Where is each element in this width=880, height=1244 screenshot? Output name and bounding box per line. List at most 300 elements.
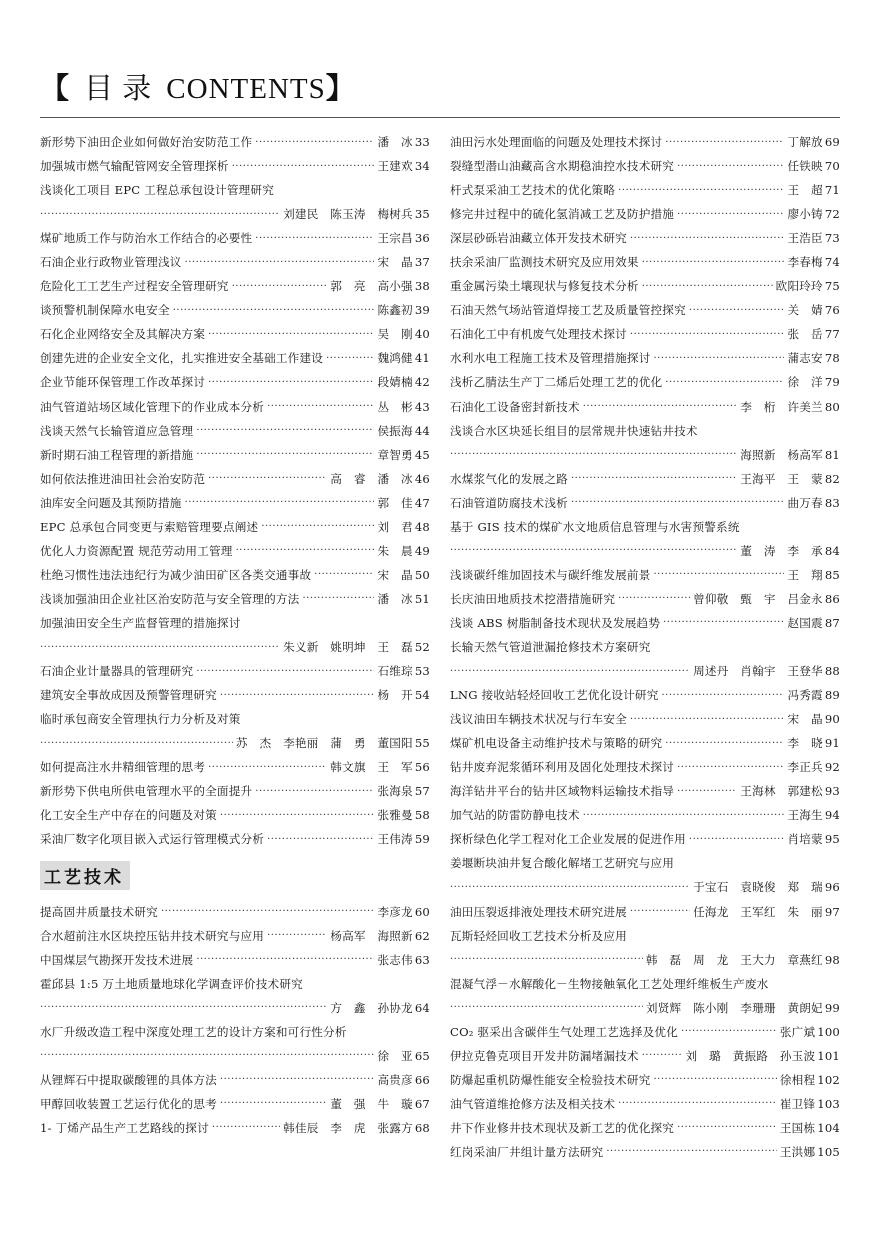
entry-authors: 潘 冰	[377, 135, 413, 150]
toc-entry[interactable]	[450, 178, 840, 202]
entry-title: 加强油田安全生产监督管理的措施探讨	[40, 615, 241, 630]
entry-page-number: 96	[824, 880, 840, 895]
dot-leader	[689, 305, 785, 316]
section-title: 工艺技术	[40, 861, 130, 890]
dot-leader	[681, 1026, 777, 1037]
toc-entry[interactable]	[40, 563, 430, 587]
entry-title: 杆式泵采油工艺技术的优化策略	[450, 183, 616, 198]
toc-entry[interactable]	[450, 130, 840, 154]
dot-leader	[665, 137, 784, 148]
entry-title: 建筑安全事故成因及预警管理研究	[40, 688, 217, 703]
dot-leader	[40, 738, 233, 749]
entry-authors: 魏鸿健	[377, 351, 413, 366]
entry-title: 企业节能环保管理工作改革探讨	[40, 375, 206, 390]
entry-title: 海洋钻井平台的钻井区域物料运输技术指导	[450, 784, 675, 799]
entry-title: 1- 丁烯产品生产工艺路线的探讨	[40, 1120, 209, 1135]
toc-entry[interactable]	[40, 274, 430, 298]
entry-page-number: 48	[414, 519, 430, 534]
toc-entry[interactable]	[450, 226, 840, 250]
entry-authors: 徐 亚	[377, 1048, 413, 1063]
entry-title: 杜绝习惯性违法违纪行为减少油田矿区各类交通事故	[40, 567, 312, 582]
entry-authors: 刘 君	[377, 519, 413, 534]
toc-entry[interactable]	[40, 1116, 430, 1140]
toc-entry[interactable]	[450, 563, 840, 587]
toc-entry[interactable]	[40, 659, 430, 683]
entry-title: 石油天然气场站管道焊接工艺及质量管控探究	[450, 303, 686, 318]
entry-title: 姜堰断块油井复合酸化解堵工艺研究与应用	[450, 856, 675, 871]
entry-page-number: 50	[414, 567, 430, 582]
entry-page-number: 93	[824, 784, 840, 799]
entry-authors: 吴 刚	[377, 327, 413, 342]
entry-authors: 王浩臣	[787, 231, 823, 246]
entry-authors: 王伟涛	[377, 832, 413, 847]
entry-page-number: 46	[414, 471, 430, 486]
dot-leader	[665, 377, 784, 388]
toc-entry[interactable]	[450, 298, 840, 322]
entry-page-number: 101	[817, 1048, 840, 1063]
entry-title: 水煤浆气化的发展之路	[450, 471, 568, 486]
entry-authors: 王海生	[787, 808, 823, 823]
entry-authors: 肖培蒙	[787, 832, 823, 847]
toc-entry[interactable]	[450, 346, 840, 370]
toc-entry[interactable]	[450, 419, 840, 443]
dot-leader	[583, 401, 738, 412]
entry-title: 创建先进的企业安全文化，扎实推进安全基础工作建设	[40, 351, 324, 366]
toc-entry[interactable]	[450, 467, 840, 491]
entry-page-number: 56	[414, 760, 430, 775]
toc-entry[interactable]	[450, 491, 840, 515]
toc-entry[interactable]	[450, 1044, 840, 1068]
entry-title: 加气站的防雷防静电技术	[450, 808, 580, 823]
entry-title: LNG 接收站轻烃回收工艺优化设计研究	[450, 688, 659, 703]
toc-entry[interactable]	[450, 154, 840, 178]
dot-leader	[642, 257, 785, 268]
dot-leader	[40, 209, 280, 220]
toc-entry[interactable]	[40, 298, 430, 322]
dot-leader	[302, 593, 374, 604]
entry-authors: 李 桁 许美兰	[740, 399, 823, 414]
toc-entry[interactable]	[450, 972, 840, 996]
toc-entry[interactable]	[450, 1140, 840, 1164]
dot-leader	[220, 810, 375, 821]
toc-entry[interactable]	[450, 611, 840, 635]
toc-entry[interactable]	[40, 707, 430, 731]
toc-entry[interactable]	[450, 851, 840, 875]
toc-entry[interactable]	[40, 226, 430, 250]
entry-page-number: 55	[414, 736, 430, 751]
entry-page-number: 85	[824, 567, 840, 582]
toc-entry[interactable]	[40, 467, 430, 491]
toc-entry[interactable]	[450, 395, 840, 419]
entry-title: 危险化工工艺生产过程安全管理研究	[40, 279, 229, 294]
entry-title: 石油管道防腐技术浅析	[450, 495, 568, 510]
dot-leader	[450, 1002, 643, 1013]
entry-authors: 徐相程	[779, 1072, 816, 1087]
entry-authors: 王国栋	[779, 1120, 816, 1135]
entry-authors: 韩佳辰 李 虎 张露方	[283, 1120, 413, 1135]
entry-page-number: 105	[817, 1144, 840, 1159]
toc-right-column	[450, 130, 840, 1164]
entry-title: 修完井过程中的硫化氢消减工艺及防护措施	[450, 207, 675, 222]
entry-authors: 王宗昌	[377, 231, 413, 246]
entry-authors: 韩 磊 周 龙 王大力 章燕红	[645, 952, 823, 967]
entry-title: 防爆起重机防爆性能安全检验技术研究	[450, 1072, 651, 1087]
toc-entry[interactable]	[450, 683, 840, 707]
entry-title: 长庆油田地质技术挖潜措施研究	[450, 591, 616, 606]
toc-entry[interactable]	[40, 683, 430, 707]
dot-leader	[662, 690, 785, 701]
entry-page-number: 54	[414, 688, 430, 703]
dot-leader	[677, 209, 784, 220]
entry-authors: 王洪娜	[779, 1144, 816, 1159]
entry-authors: 段婧楠	[377, 375, 413, 390]
dot-leader	[40, 1050, 374, 1061]
toc-entry[interactable]	[40, 202, 430, 226]
entry-title: 油库安全问题及其预防措施	[40, 495, 182, 510]
dot-leader	[618, 185, 784, 196]
entry-page-number: 75	[824, 279, 840, 294]
toc-entry[interactable]	[40, 178, 430, 202]
entry-authors: 任海龙 王军红 朱 丽	[693, 904, 823, 919]
entry-title: 石油企业计量器具的管理研究	[40, 664, 194, 679]
entry-page-number: 74	[824, 255, 840, 270]
dot-leader	[571, 473, 737, 484]
entry-title: 采油厂数字化项目嵌入式运行管理模式分析	[40, 832, 265, 847]
dot-leader	[642, 1050, 683, 1061]
dot-leader	[630, 714, 785, 725]
toc-entry[interactable]	[40, 515, 430, 539]
entry-title: 加强城市燃气输配管网安全管理探析	[40, 159, 229, 174]
entry-authors: 张海泉	[377, 784, 413, 799]
toc-entry[interactable]	[40, 755, 430, 779]
dot-leader	[314, 569, 374, 580]
toc-entry[interactable]	[40, 587, 430, 611]
toc-entry[interactable]	[40, 827, 430, 851]
entry-authors: 李彦龙	[377, 904, 413, 919]
entry-page-number: 45	[414, 447, 430, 462]
toc-entry[interactable]	[40, 1044, 430, 1068]
toc-entry[interactable]	[450, 659, 840, 683]
entry-authors: 石维琮	[377, 664, 413, 679]
entry-title: 浅议油田车辆技术状况与行车安全	[450, 712, 627, 727]
toc-entry[interactable]	[450, 875, 840, 899]
entry-authors: 刘贤辉 陈小刚 李珊珊 黄朗妃	[645, 1000, 823, 1015]
toc-entry[interactable]	[40, 1068, 430, 1092]
entry-title: 提高固井质量技术研究	[40, 904, 158, 919]
toc-entry[interactable]	[40, 346, 430, 370]
entry-authors: 宋 晶	[377, 255, 413, 270]
toc-entry[interactable]	[450, 202, 840, 226]
header-rule	[40, 117, 840, 118]
header-open-bracket: 【	[40, 71, 71, 105]
toc-entry[interactable]	[40, 539, 430, 563]
dot-leader	[630, 233, 785, 244]
entry-page-number: 68	[414, 1120, 430, 1135]
dot-leader	[618, 1098, 777, 1109]
entry-authors: 韩文旗 王 军	[330, 760, 413, 775]
toc-entry[interactable]	[40, 130, 430, 154]
toc-entry[interactable]	[450, 924, 840, 948]
toc-entry[interactable]	[40, 322, 430, 346]
entry-page-number: 66	[414, 1072, 430, 1087]
entry-authors: 章智勇	[377, 447, 413, 462]
dot-leader	[196, 449, 374, 460]
toc-entry[interactable]	[450, 635, 840, 659]
entry-title: 如何依法推进油田社会治安防范	[40, 471, 206, 486]
entry-authors: 任铁映	[787, 159, 823, 174]
entry-title: 裂缝型潜山油藏高含水期稳油控水技术研究	[450, 159, 675, 174]
toc-entry[interactable]	[40, 1092, 430, 1116]
toc-entry[interactable]	[40, 996, 430, 1020]
dot-leader	[173, 305, 375, 316]
toc-entry[interactable]	[40, 419, 430, 443]
entry-authors: 宋 晶	[787, 712, 823, 727]
toc-entry[interactable]	[450, 539, 840, 563]
dot-leader	[571, 497, 785, 508]
toc-entry[interactable]	[450, 250, 840, 274]
toc-entry[interactable]	[450, 827, 840, 851]
dot-leader	[654, 569, 785, 580]
entry-page-number: 90	[824, 712, 840, 727]
toc-entry[interactable]	[40, 948, 430, 972]
entry-authors: 刘建民 陈玉涛 梅树兵	[283, 207, 413, 222]
entry-page-number: 79	[824, 375, 840, 390]
dot-leader	[326, 353, 374, 364]
toc-entry[interactable]	[450, 948, 840, 972]
entry-authors: 董 强 牛 璇	[330, 1096, 413, 1111]
entry-authors: 郭 佳	[377, 495, 413, 510]
entry-page-number: 58	[414, 808, 430, 823]
dot-leader	[677, 161, 784, 172]
toc-left-column	[40, 130, 430, 1140]
dot-leader	[232, 161, 375, 172]
dot-leader	[677, 786, 737, 797]
entry-title: 浅谈化工项目 EPC 工程总承包设计管理研究	[40, 183, 275, 198]
dot-leader	[642, 281, 773, 292]
entry-title: 中国煤层气勘探开发技术进展	[40, 952, 194, 967]
dot-leader	[236, 545, 375, 556]
toc-entry[interactable]	[450, 1116, 840, 1140]
entry-page-number: 82	[824, 471, 840, 486]
entry-title: 浅谈加强油田企业社区治安防范与安全管理的方法	[40, 591, 300, 606]
entry-title: 油气管道维抢修方法及相关技术	[450, 1096, 616, 1111]
toc-entry[interactable]	[40, 250, 430, 274]
entry-page-number: 65	[414, 1048, 430, 1063]
dot-leader	[267, 930, 327, 941]
entry-page-number: 94	[824, 808, 840, 823]
dot-leader	[220, 1074, 375, 1085]
entry-page-number: 77	[824, 327, 840, 342]
toc-entry[interactable]	[450, 731, 840, 755]
dot-leader	[255, 233, 374, 244]
entry-title: 优化人力资源配置 规范劳动用工管理	[40, 543, 233, 558]
entry-authors: 欧阳玲玲	[775, 279, 823, 294]
dot-leader	[677, 762, 784, 773]
entry-page-number: 80	[824, 399, 840, 414]
entry-page-number: 92	[824, 760, 840, 775]
entry-authors: 于宝石 袁晓俊 郑 瑞	[693, 880, 823, 895]
toc-entry[interactable]	[40, 803, 430, 827]
toc-entry[interactable]	[450, 996, 840, 1020]
header-close-bracket: 】	[325, 71, 356, 105]
dot-leader	[208, 377, 374, 388]
toc-entry[interactable]	[40, 972, 430, 996]
entry-authors: 侯振海	[377, 423, 413, 438]
entry-authors: 高贵彦	[377, 1072, 413, 1087]
entry-title: 伊拉克鲁克项目开发井防漏堵漏技术	[450, 1048, 639, 1063]
toc-entry[interactable]	[450, 274, 840, 298]
entry-title: 浅谈合水区块延长组目的层常规井快速钻井技术	[450, 423, 698, 438]
entry-authors: 杨 开	[377, 688, 413, 703]
entry-authors: 王建欢	[377, 159, 413, 174]
entry-title: 浅谈天然气长输管道应急管理	[40, 423, 194, 438]
toc-entry[interactable]	[40, 370, 430, 394]
dot-leader	[654, 1074, 777, 1085]
toc-entry[interactable]	[40, 1020, 430, 1044]
entry-title: 新时期石油工程管理的新措施	[40, 447, 194, 462]
entry-page-number: 57	[414, 784, 430, 799]
toc-entry[interactable]	[450, 1092, 840, 1116]
toc-entry[interactable]	[40, 491, 430, 515]
dot-leader	[677, 1122, 777, 1133]
toc-entry[interactable]	[450, 443, 840, 467]
toc-entry[interactable]	[40, 611, 430, 635]
toc-entry[interactable]	[450, 755, 840, 779]
entry-page-number: 60	[414, 904, 430, 919]
entry-page-number: 64	[414, 1000, 430, 1015]
entry-authors: 廖小铸	[787, 207, 823, 222]
entry-page-number: 35	[414, 207, 430, 222]
entry-page-number: 78	[824, 351, 840, 366]
toc-entry[interactable]	[40, 924, 430, 948]
entry-title: 化工安全生产中存在的问题及对策	[40, 808, 217, 823]
dot-leader	[161, 906, 375, 917]
toc-entry[interactable]	[450, 779, 840, 803]
entry-page-number: 62	[414, 928, 430, 943]
entry-authors: 曾仰敬 甄 宇 吕金永	[693, 591, 823, 606]
entry-authors: 高 睿 潘 冰	[330, 471, 413, 486]
toc-entry[interactable]	[40, 443, 430, 467]
dot-leader	[196, 954, 374, 965]
entry-page-number: 97	[824, 904, 840, 919]
entry-title: 新形势下油田企业如何做好治安防范工作	[40, 135, 253, 150]
entry-page-number: 34	[414, 159, 430, 174]
entry-page-number: 100	[817, 1024, 840, 1039]
toc-entry[interactable]	[40, 154, 430, 178]
entry-title: 混凝气浮－水解酸化－生物接触氧化工艺处理纤维板生产废水	[450, 976, 769, 991]
entry-authors: 宋 晶	[377, 567, 413, 582]
entry-title: 油气管道站场区域化管理下的作业成本分析	[40, 399, 265, 414]
entry-title: 油田压裂返排液处理技术研究进展	[450, 904, 627, 919]
entry-authors: 张广斌	[779, 1024, 816, 1039]
dot-leader	[220, 690, 375, 701]
dot-leader	[267, 834, 374, 845]
entry-page-number: 37	[414, 255, 430, 270]
toc-entry[interactable]	[40, 731, 430, 755]
entry-page-number: 63	[414, 952, 430, 967]
toc-entry[interactable]	[450, 322, 840, 346]
entry-title: 水厂升级改造工程中深度处理工艺的设计方案和可行性分析	[40, 1024, 347, 1039]
toc-entry[interactable]	[40, 395, 430, 419]
dot-leader	[665, 738, 784, 749]
entry-page-number: 67	[414, 1096, 430, 1111]
toc-entry[interactable]	[450, 803, 840, 827]
entry-title: 重金属污染土壤现状与修复技术分析	[450, 279, 639, 294]
entry-authors: 郭 亮 高小强	[330, 279, 413, 294]
entry-title: 甲醇回收装置工艺运行优化的思考	[40, 1096, 217, 1111]
entry-title: 石化企业网络安全及其解决方案	[40, 327, 206, 342]
toc-entry[interactable]	[450, 370, 840, 394]
toc-entry[interactable]	[450, 900, 840, 924]
entry-authors: 冯秀霞	[787, 688, 823, 703]
entry-page-number: 104	[817, 1120, 840, 1135]
toc-entry[interactable]	[40, 779, 430, 803]
entry-authors: 曲万春	[787, 495, 823, 510]
entry-page-number: 36	[414, 231, 430, 246]
dot-leader	[196, 425, 374, 436]
dot-leader	[663, 617, 784, 628]
entry-title: 从锂辉石中提取碳酸锂的具体方法	[40, 1072, 217, 1087]
toc-entry[interactable]	[450, 1068, 840, 1092]
entry-page-number: 42	[414, 375, 430, 390]
dot-leader	[196, 666, 374, 677]
toc-entry[interactable]	[450, 515, 840, 539]
entry-page-number: 81	[824, 447, 840, 462]
entry-authors: 丁解放	[787, 135, 823, 150]
dot-leader	[450, 449, 737, 460]
entry-authors: 海照新 杨高军	[740, 447, 823, 462]
entry-title: 如何提高注水井精细管理的思考	[40, 760, 206, 775]
entry-title: 浅谈碳纤维加固技术与碳纤维发展前景	[450, 567, 651, 582]
toc-entry[interactable]	[450, 707, 840, 731]
entry-title: 新形势下供电所供电管理水平的全面提升	[40, 784, 253, 799]
entry-page-number: 91	[824, 736, 840, 751]
dot-leader	[689, 834, 785, 845]
entry-page-number: 49	[414, 543, 430, 558]
dot-leader	[606, 1146, 777, 1157]
entry-page-number: 41	[414, 351, 430, 366]
entry-page-number: 88	[824, 664, 840, 679]
entry-authors: 李 晓	[787, 736, 823, 751]
entry-page-number: 102	[817, 1072, 840, 1087]
entry-page-number: 70	[824, 159, 840, 174]
dot-leader	[220, 1098, 327, 1109]
entry-authors: 刘 璐 黄振路 孙玉波	[685, 1048, 816, 1063]
dot-leader	[450, 882, 690, 893]
toc-entry[interactable]	[450, 1020, 840, 1044]
entry-authors: 李正兵	[787, 760, 823, 775]
entry-page-number: 39	[414, 303, 430, 318]
toc-entry[interactable]	[450, 587, 840, 611]
entry-page-number: 71	[824, 183, 840, 198]
toc-entry[interactable]	[40, 635, 430, 659]
toc-entry[interactable]	[40, 900, 430, 924]
entry-title: 石油企业行政物业管理浅议	[40, 255, 182, 270]
dot-leader	[255, 786, 374, 797]
dot-leader	[255, 137, 374, 148]
dot-leader	[450, 666, 690, 677]
entry-title: CO₂ 驱采出含碳伴生气处理工艺选择及优化	[450, 1024, 679, 1039]
entry-page-number: 98	[824, 952, 840, 967]
entry-title: 基于 GIS 技术的煤矿水文地质信息管理与水害预警系统	[450, 519, 740, 534]
entry-authors: 张 岳	[787, 327, 823, 342]
dot-leader	[450, 545, 737, 556]
dot-leader	[630, 329, 785, 340]
entry-page-number: 43	[414, 399, 430, 414]
section-heading	[40, 851, 430, 899]
dot-leader	[261, 521, 374, 532]
entry-page-number: 76	[824, 303, 840, 318]
